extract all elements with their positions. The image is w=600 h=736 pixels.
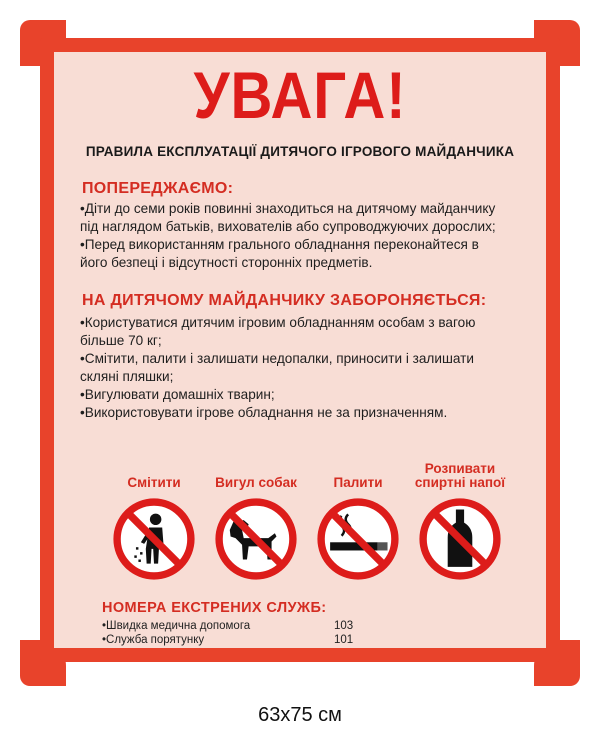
sign-no-alcohol bbox=[408, 450, 512, 580]
prohibited-line: •Смітити, палити і залишати недопалки, приносити і залишати bbox=[80, 351, 474, 366]
emergency-heading: НОМЕРА ЕКСТРЕНИХ СЛУЖБ: bbox=[102, 600, 327, 616]
prohibited-line: •Користуватися дитячим ігровим обладнанням особам з вагою bbox=[80, 315, 476, 330]
sign-no-smoking bbox=[306, 450, 410, 580]
emergency-service-number: 103 bbox=[334, 620, 354, 632]
sign-title: УВАГА! bbox=[193, 58, 407, 132]
sign-label: Розпивати спиртні напої bbox=[414, 461, 506, 490]
prohibited-heading: НА ДИТЯЧОМУ МАЙДАНЧИКУ ЗАБОРОНЯЄТЬСЯ: bbox=[82, 292, 487, 309]
dog-icon bbox=[215, 498, 297, 580]
prohibited-line: •Використовувати ігрове обладнання не за призначенням. bbox=[80, 405, 448, 420]
sign-label: Палити bbox=[333, 475, 383, 490]
sign-label: Смітити bbox=[127, 475, 181, 490]
sign-no-littering bbox=[102, 450, 206, 580]
emergency-service-name: •Служба порятунку bbox=[102, 634, 205, 646]
warning-heading: ПОПЕРЕДЖАЄМО: bbox=[82, 180, 234, 197]
warning-line: •Діти до семи років повинні знаходиться на дитячому майданчику bbox=[80, 201, 496, 216]
emergency-row bbox=[102, 634, 402, 646]
sign-no-dogs bbox=[204, 450, 308, 580]
bottle-icon bbox=[419, 498, 501, 580]
size-caption: 63x75 см bbox=[258, 704, 342, 726]
sign-subtitle: ПРАВИЛА ЕКСПЛУАТАЦІЇ ДИТЯЧОГО ІГРОВОГО МАЙДАНЧИКА bbox=[85, 144, 515, 159]
warning-text bbox=[80, 200, 550, 272]
prohibited-text bbox=[80, 314, 550, 422]
emergency-service-name: •Швидка медична допомога bbox=[102, 620, 251, 632]
warning-line: •Перед використанням грального обладнання переконайтеся в bbox=[80, 237, 479, 252]
sign-panel bbox=[54, 52, 546, 648]
sign-label: Вигул собак bbox=[215, 475, 297, 490]
prohibited-line: •Вигулювати домашніх тварин; bbox=[80, 387, 275, 402]
sign-frame bbox=[40, 38, 560, 662]
cigarette-icon bbox=[317, 498, 399, 580]
emergency-service-number: 101 bbox=[334, 634, 354, 646]
littering-icon bbox=[113, 498, 195, 580]
warning-line: його безпеці і відсутності сторонніх предметів. bbox=[80, 255, 373, 270]
prohibited-line: більше 70 кг; bbox=[80, 333, 162, 348]
prohibited-line: скляні пляшки; bbox=[80, 369, 174, 384]
emergency-row bbox=[102, 620, 402, 632]
warning-line: під наглядом батьків, вихователів або супроводжуючих дорослих; bbox=[80, 219, 496, 234]
